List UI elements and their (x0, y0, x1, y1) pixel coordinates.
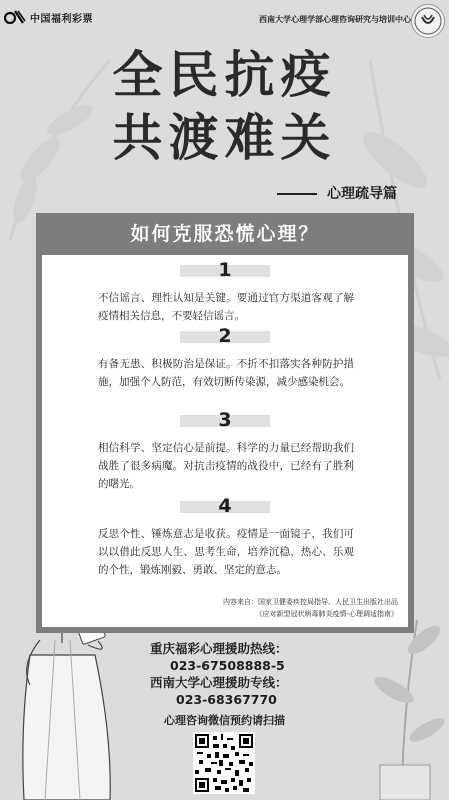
hotline-phone-2: 023-68367770 (176, 692, 277, 707)
section-text: 有备无患、积极防治是保证。不折不扣落实各种防护措施，加强个人防范，有效切断传染源，减少感染机会。 (98, 358, 354, 388)
header (0, 0, 449, 38)
hotline-block (150, 640, 350, 708)
institution-name: 西南大学心理学部心理咨询研究与培训中心 (259, 15, 411, 24)
main-title-line1: 全民抗疫 (112, 46, 337, 104)
card-heading: 如何克服恐慌心理？ (130, 223, 320, 245)
university-seal-icon (411, 4, 445, 38)
subtitle-dash (277, 193, 317, 195)
subtitle-text: 心理疏导篇 (327, 186, 397, 202)
main-title-line2: 共渡难关 (112, 109, 337, 167)
section-text: 反思个性、锤炼意志是收获。疫情是一面镜子，我们可以以借此反思人生、思考生命，培养沉稳、热心、乐观的个性，锻炼刚毅、勇敢、坚定的意志。 (98, 528, 354, 576)
subtitle (277, 183, 397, 203)
hotline-label-2: 西南大学心理援助专线： (150, 675, 288, 690)
section-text: 相信科学、坚定信心是前提。科学的力量已经帮助我们战胜了很多病魔。对抗击疫情的战役中，已经有了胜利的曙光。 (98, 442, 354, 490)
section-number: 2 (42, 325, 408, 347)
source-line2: 《应对新型冠状病毒肺炎疫情-心理调适指南》 (255, 610, 398, 618)
advice-section (42, 259, 408, 325)
source-line1: 内容来自：国家卫健委疾控局指导、人民卫生出版社出品 (223, 598, 398, 606)
card-body (42, 255, 408, 627)
scan-instruction: 心理咨询微信预约请扫描 (164, 714, 285, 727)
lottery-logo (4, 9, 93, 25)
hotline-phone-1: 023-67508888-5 (170, 658, 285, 673)
section-text: 不信谣言、理性认知是关键。要通过官方渠道客观了解疫情相关信息，不要轻信谣言。 (98, 292, 354, 322)
hotline-label-1: 重庆福彩心理援助热线： (150, 641, 288, 656)
advice-card (36, 213, 414, 633)
section-number: 4 (42, 495, 408, 517)
advice-section (42, 495, 408, 579)
qr-code-icon[interactable] (193, 732, 255, 794)
section-number: 3 (42, 409, 408, 431)
advice-section (42, 409, 408, 493)
source-note (223, 596, 398, 620)
logo-text: 中国福利彩票 (30, 13, 93, 25)
section-number: 1 (42, 259, 408, 281)
advice-section (42, 325, 408, 391)
welfare-lottery-logo-icon (4, 9, 26, 25)
